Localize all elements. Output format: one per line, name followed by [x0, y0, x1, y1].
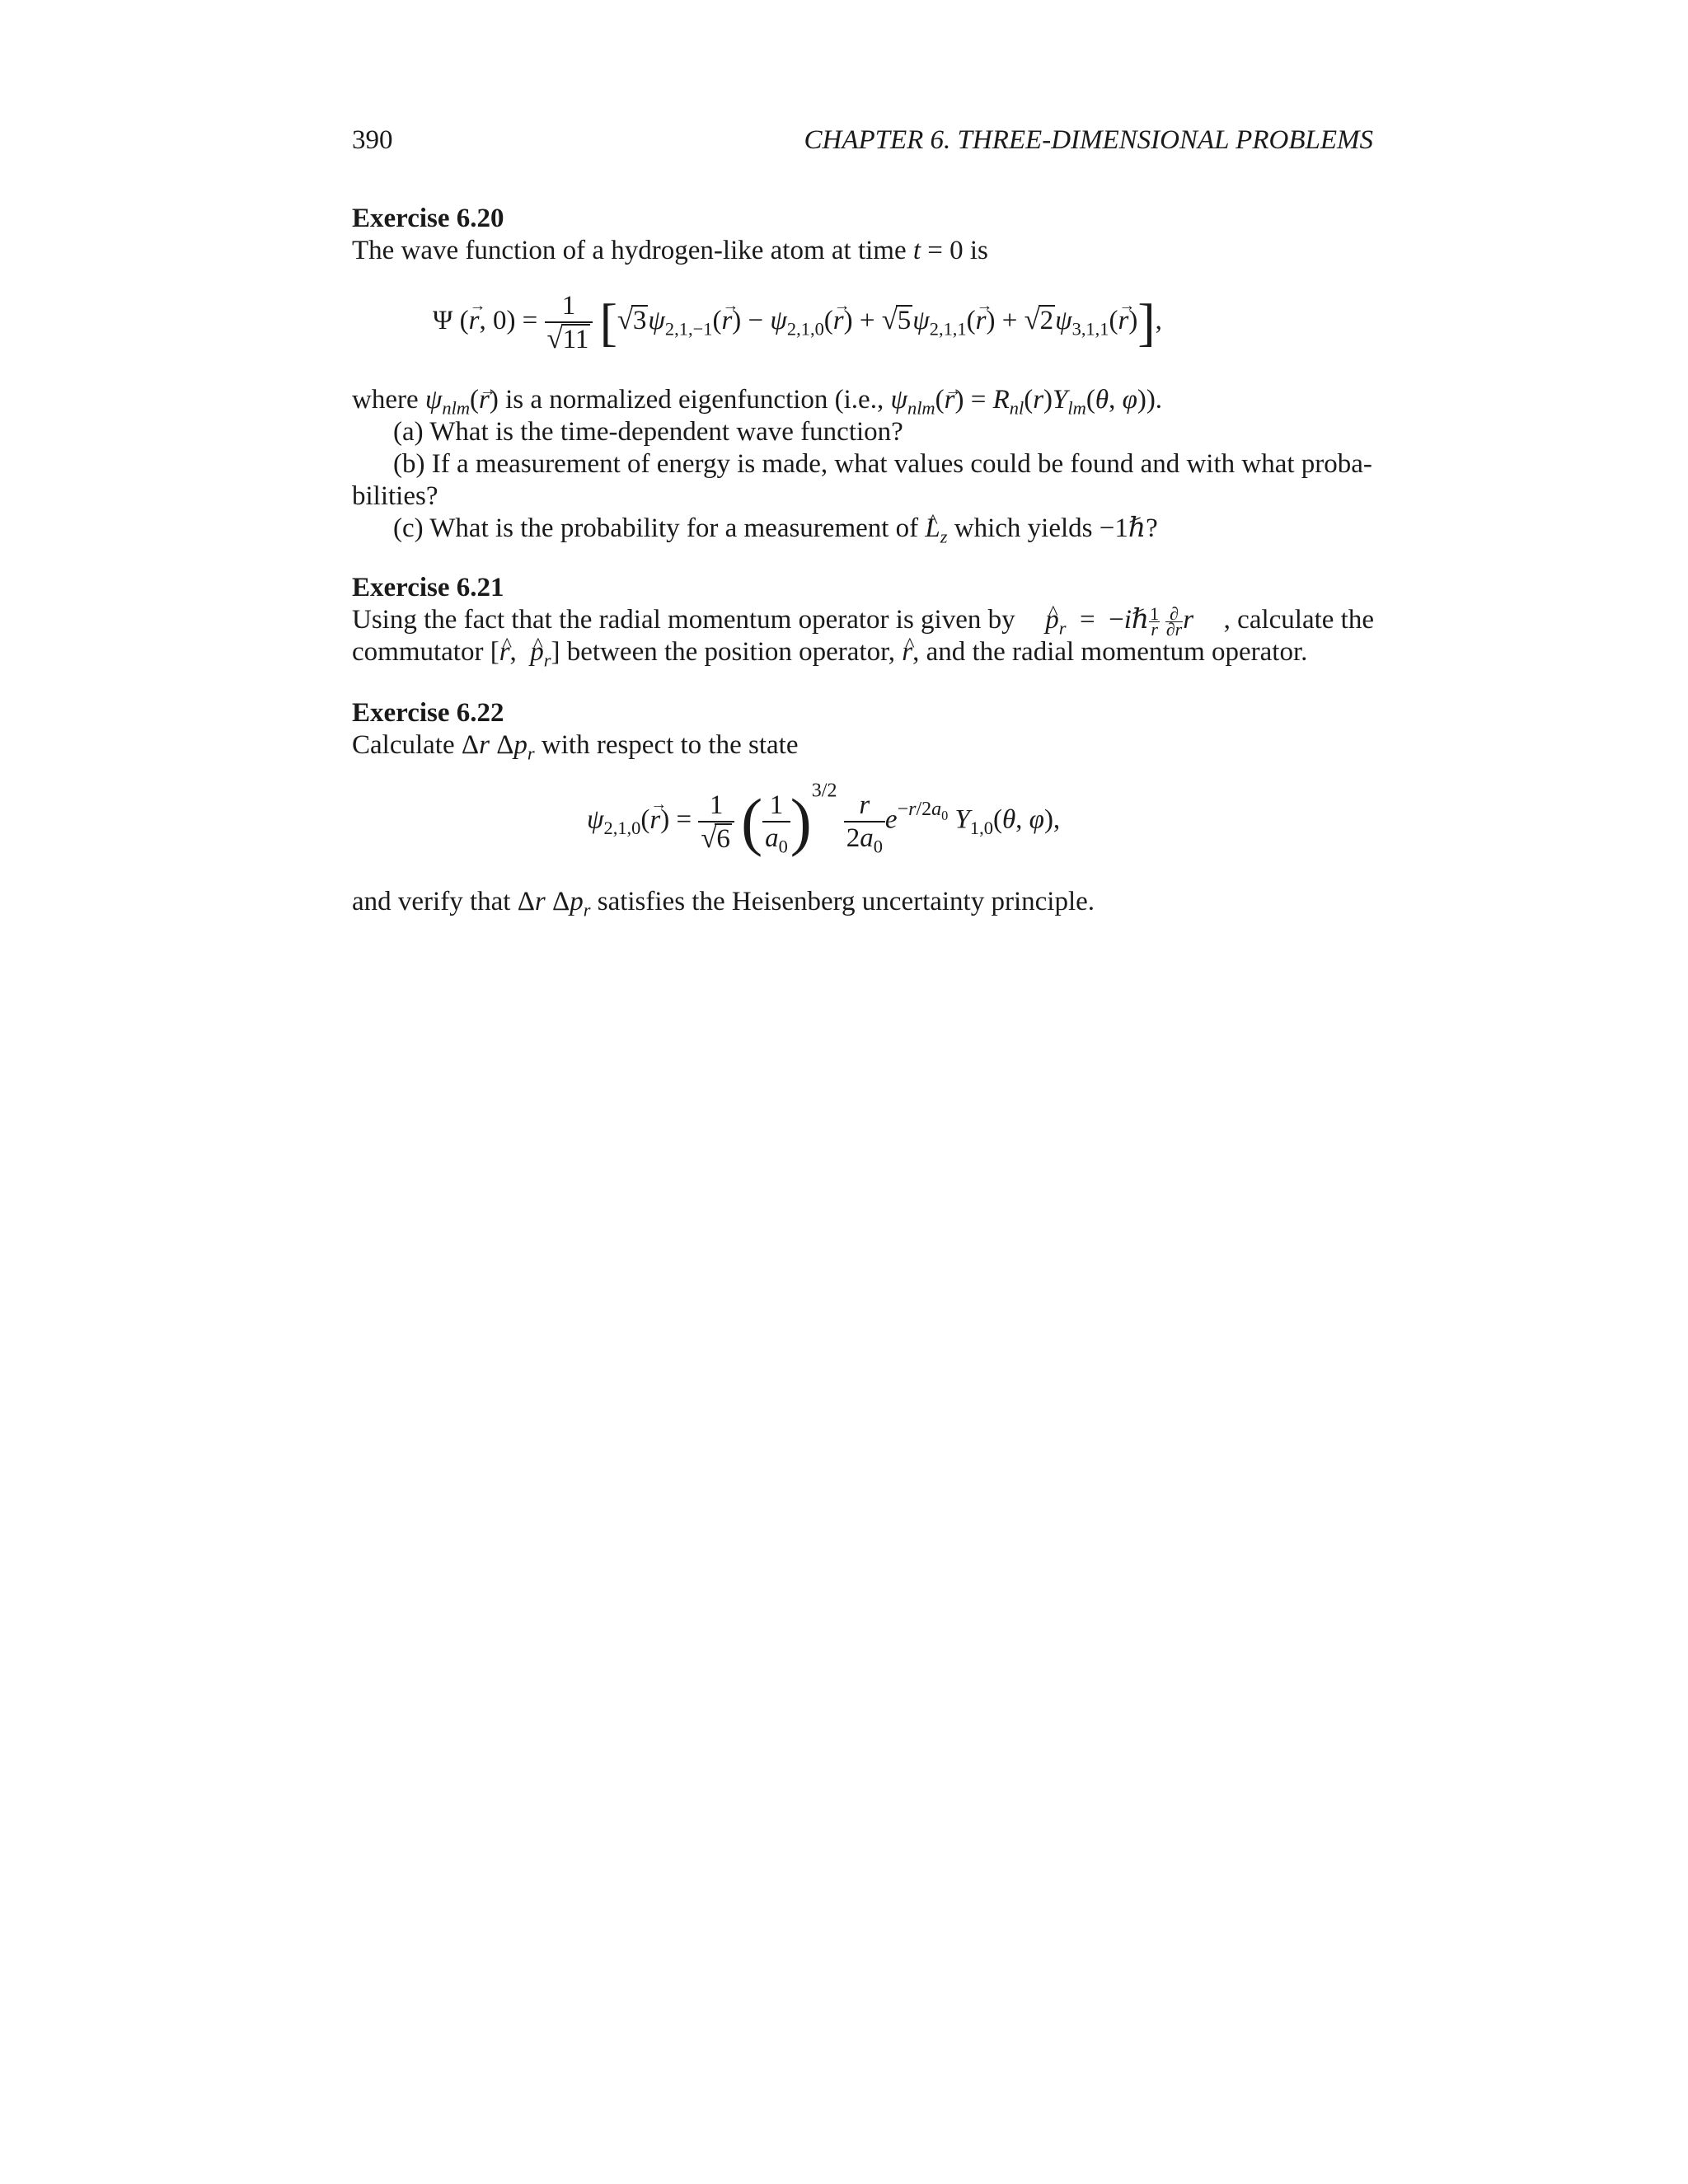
exercise-6-21-title: Exercise 6.21	[352, 573, 504, 602]
line-1-text-end: , calculate the	[1223, 605, 1374, 635]
where-text-3: )).	[1137, 385, 1163, 415]
line-2-text-end: satisfies the Heisenberg uncertainty principle.	[590, 887, 1095, 916]
exercise-6-20-part-b-cont: bilities?	[352, 481, 438, 511]
where-text: where	[352, 385, 425, 415]
exercise-6-20-title: Exercise 6.20	[352, 204, 504, 233]
intro-text-end: = 0 is	[921, 236, 988, 265]
line-1-text-end: with respect to the state	[534, 730, 799, 760]
line-2-text-2: ] between the position operator,	[551, 637, 903, 667]
line-2-text: commutator [	[352, 637, 499, 667]
page-number: 390	[352, 125, 393, 155]
exercise-6-20-part-b: (b) If a measurement of energy is made, what values could be found and with what proba-	[393, 449, 1372, 479]
exercise-6-22-title: Exercise 6.22	[352, 698, 504, 728]
line-1-text: Calculate	[352, 730, 462, 760]
exercise-6-22-line-2: and verify that Δr $\Delta p_r$ satisfies the Heisenberg uncertainty principle.	[352, 887, 1095, 921]
exercise-6-20-part-c: (c) What is the probability for a measurement of ^ $L_z$ which yields −1ℏ?	[352, 513, 1158, 545]
equation-psi-210: $\psi_{2,1,0}(\to r)$ = $\frac{1}{√6}$ ( $\frac{1}{a_0}$ )$^{3/2}$ $\frac{r}{2a_0}$ $e^{-r/2a_0}$ $Y_{1,0}(\theta$, φ),	[587, 785, 1060, 859]
intro-text: The wave function of a hydrogen-like atom at time	[352, 236, 913, 265]
exercise-6-20-part-a: (a) What is the time-dependent wave function?	[393, 417, 903, 447]
line-1-text: Using the fact that the radial momentum operator is given by	[352, 605, 1015, 635]
part-c-text-end: which yields −1ℏ?	[947, 513, 1158, 543]
exercise-6-22-line-1: Calculate Δr $\Delta p_r$ with respect to the state	[352, 730, 799, 764]
exercise-6-21-line-2: commutator [^ r, ^ $p_r$] between the position operator, ^ r, and the radial momentum operator.	[352, 636, 1307, 668]
line-2-text: and verify that	[352, 887, 518, 916]
line-2-text-3: , and the radial momentum operator.	[912, 637, 1308, 667]
exercise-6-20-where: where $\psi_{nlm}(\to r)$ is a normalized eigenfunction (i.e., $\psi_{nlm}(\to r) = R_{nl}(r)Y_{lm}(\theta$, φ)).	[352, 384, 1162, 416]
equation-wavefunction: Ψ (→ r, 0) = $\frac{1}{√11}$ $[√3\psi_{2,1,-1}(\to r) - \psi_{2,1,0}(\to r) + √5\psi_{2,1,1}(\to r) + √2\psi_{3,1,1}(\to r)]$,	[433, 290, 1162, 355]
where-text-2: is a normalized eigenfunction (i.e.,	[498, 385, 891, 415]
part-c-text: (c) What is the probability for a measurement of	[393, 513, 926, 543]
exercise-6-20-intro: The wave function of a hydrogen-like atom at time t = 0 is	[352, 236, 988, 265]
radial-momentum-operator: ^ $p_r$ = −iℏ $\frac{1}{r}$ $\frac{\partial}{\partial r}$ r	[1045, 604, 1193, 637]
running-header: CHAPTER 6. THREE-DIMENSIONAL PROBLEMS	[804, 125, 1373, 155]
